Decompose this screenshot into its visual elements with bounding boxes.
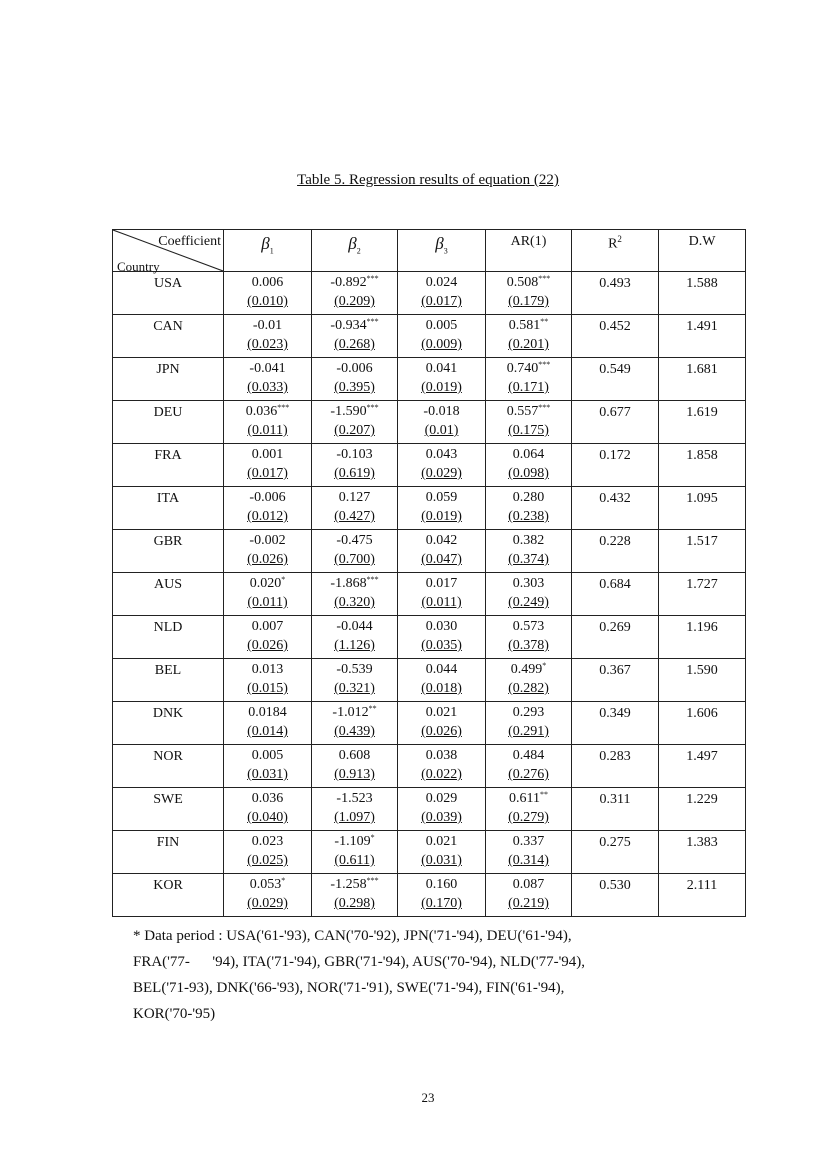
beta1-cell: 0.036 (0.040): [224, 788, 312, 831]
beta1-cell: -0.006 (0.012): [224, 487, 312, 530]
r-squared-header: $R^2$: [572, 230, 659, 272]
beta1-cell: -0.002 (0.026): [224, 530, 312, 573]
beta1-cell: 0.013 (0.015): [224, 659, 312, 702]
beta2-cell: -1.109* (0.611): [312, 831, 398, 874]
table-row: [113, 487, 746, 530]
beta3-cell: 0.059 (0.019): [398, 487, 486, 530]
beta1-cell: 0.001 (0.017): [224, 444, 312, 487]
r-squared-cell: 0.432: [572, 487, 659, 530]
beta1-cell: 0.005 (0.031): [224, 745, 312, 788]
country-cell: DEU: [113, 401, 224, 444]
beta3-cell: 0.038 (0.022): [398, 745, 486, 788]
beta1-cell: -0.01 (0.023): [224, 315, 312, 358]
ar1-cell: 0.064 (0.098): [486, 444, 572, 487]
dw-cell: 1.095: [659, 487, 746, 530]
country-cell: BEL: [113, 659, 224, 702]
dw-cell: 1.858: [659, 444, 746, 487]
table-row: [113, 272, 746, 315]
table-row: [113, 702, 746, 745]
beta2-cell: -0.044 (1.126): [312, 616, 398, 659]
beta1-cell: 0.020* (0.011): [224, 573, 312, 616]
dw-cell: 1.383: [659, 831, 746, 874]
ar1-cell: 0.573 (0.378): [486, 616, 572, 659]
r-squared-cell: 0.311: [572, 788, 659, 831]
dw-cell: 1.590: [659, 659, 746, 702]
beta1-header: $\beta_1$: [224, 230, 312, 272]
beta1-cell: -0.041 (0.033): [224, 358, 312, 401]
beta1-cell: 0.0184 (0.014): [224, 702, 312, 745]
ar1-header: AR(1): [486, 230, 572, 272]
r-squared-cell: 0.172: [572, 444, 659, 487]
table-row: [113, 530, 746, 573]
beta2-cell: 0.608 (0.913): [312, 745, 398, 788]
ar1-cell: 0.581** (0.201): [486, 315, 572, 358]
ar1-cell: 0.484 (0.276): [486, 745, 572, 788]
country-cell: NLD: [113, 616, 224, 659]
page-number: 23: [421, 1090, 435, 1105]
r-squared-cell: 0.367: [572, 659, 659, 702]
dw-cell: 1.497: [659, 745, 746, 788]
beta2-cell: -0.103 (0.619): [312, 444, 398, 487]
beta1-cell: 0.023 (0.025): [224, 831, 312, 874]
beta3-cell: 0.030 (0.035): [398, 616, 486, 659]
beta2-cell: -1.258*** (0.298): [312, 874, 398, 917]
coefficient-label: Coefficient: [158, 234, 221, 249]
dw-cell: 1.681: [659, 358, 746, 401]
beta1-cell: 0.053* (0.029): [224, 874, 312, 917]
table-row: [113, 874, 746, 917]
table-row: [113, 659, 746, 702]
country-label: Country: [117, 259, 160, 274]
beta2-cell: -0.539 (0.321): [312, 659, 398, 702]
note-line: * Data period : USA('61-'93), CAN('70-'92), JPN('71-'94), DEU('61-'94),: [133, 928, 572, 944]
country-cell: GBR: [113, 530, 224, 573]
ar1-cell: 0.303 (0.249): [486, 573, 572, 616]
beta2-cell: -1.868*** (0.320): [312, 573, 398, 616]
r-squared-cell: 0.269: [572, 616, 659, 659]
beta1-cell: 0.036*** (0.011): [224, 401, 312, 444]
r-squared-cell: 0.275: [572, 831, 659, 874]
dw-cell: 1.517: [659, 530, 746, 573]
beta3-cell: 0.021 (0.026): [398, 702, 486, 745]
dw-cell: 1.619: [659, 401, 746, 444]
dw-cell: 1.229: [659, 788, 746, 831]
header-row: [113, 230, 746, 272]
ar1-cell: 0.508*** (0.179): [486, 272, 572, 315]
corner-header-cell: [113, 230, 224, 272]
country-cell: CAN: [113, 315, 224, 358]
r-squared-cell: 0.677: [572, 401, 659, 444]
beta2-cell: -0.475 (0.700): [312, 530, 398, 573]
data-period-note: [133, 923, 693, 1027]
table-row: [113, 616, 746, 659]
beta2-cell: -1.012** (0.439): [312, 702, 398, 745]
ar1-cell: 0.382 (0.374): [486, 530, 572, 573]
beta1-cell: 0.007 (0.026): [224, 616, 312, 659]
table-row: [113, 573, 746, 616]
dw-cell: 1.727: [659, 573, 746, 616]
country-cell: USA: [113, 272, 224, 315]
table-row: [113, 788, 746, 831]
beta2-cell: -0.934*** (0.268): [312, 315, 398, 358]
table-row: [113, 401, 746, 444]
beta3-cell: 0.029 (0.039): [398, 788, 486, 831]
country-cell: ITA: [113, 487, 224, 530]
beta3-cell: 0.042 (0.047): [398, 530, 486, 573]
r-squared-cell: 0.493: [572, 272, 659, 315]
country-cell: AUS: [113, 573, 224, 616]
table-title: Table 5. Regression results of equation (22): [297, 172, 559, 188]
beta3-header: $\beta_3$: [398, 230, 486, 272]
country-cell: NOR: [113, 745, 224, 788]
r-squared-cell: 0.349: [572, 702, 659, 745]
dw-cell: 1.606: [659, 702, 746, 745]
dw-cell: 1.196: [659, 616, 746, 659]
beta2-cell: -1.590*** (0.207): [312, 401, 398, 444]
note-line: FRA('77- '94), ITA('71-'94), GBR('71-'94), AUS('70-'94), NLD('77-'94),: [133, 954, 586, 970]
beta3-cell: 0.005 (0.009): [398, 315, 486, 358]
dw-cell: 2.111: [659, 874, 746, 917]
dw-header: D.W: [659, 230, 746, 272]
beta2-header: $\beta_2$: [312, 230, 398, 272]
table-row: [113, 831, 746, 874]
dw-cell: 1.588: [659, 272, 746, 315]
beta1-cell: 0.006 (0.010): [224, 272, 312, 315]
beta3-cell: 0.021 (0.031): [398, 831, 486, 874]
table-row: [113, 444, 746, 487]
ar1-cell: 0.611** (0.279): [486, 788, 572, 831]
table-row: [113, 315, 746, 358]
ar1-cell: 0.280 (0.238): [486, 487, 572, 530]
beta3-cell: 0.160 (0.170): [398, 874, 486, 917]
beta3-cell: 0.044 (0.018): [398, 659, 486, 702]
beta3-cell: 0.041 (0.019): [398, 358, 486, 401]
beta3-cell: 0.043 (0.029): [398, 444, 486, 487]
ar1-cell: 0.293 (0.291): [486, 702, 572, 745]
note-line: BEL('71-93), DNK('66-'93), NOR('71-'91), SWE('71-'94), FIN('61-'94),: [133, 980, 565, 996]
r-squared-cell: 0.684: [572, 573, 659, 616]
beta2-cell: -1.523 (1.097): [312, 788, 398, 831]
table-row: [113, 358, 746, 401]
r-squared-cell: 0.283: [572, 745, 659, 788]
r-squared-cell: 0.228: [572, 530, 659, 573]
ar1-cell: 0.740*** (0.171): [486, 358, 572, 401]
beta3-cell: 0.017 (0.011): [398, 573, 486, 616]
dw-cell: 1.491: [659, 315, 746, 358]
ar1-cell: 0.499* (0.282): [486, 659, 572, 702]
country-cell: FIN: [113, 831, 224, 874]
note-line: KOR('70-'95): [133, 1006, 216, 1022]
beta3-cell: 0.024 (0.017): [398, 272, 486, 315]
ar1-cell: 0.557*** (0.175): [486, 401, 572, 444]
beta2-cell: 0.127 (0.427): [312, 487, 398, 530]
r-squared-cell: 0.452: [572, 315, 659, 358]
ar1-cell: 0.087 (0.219): [486, 874, 572, 917]
r-squared-cell: 0.530: [572, 874, 659, 917]
country-cell: KOR: [113, 874, 224, 917]
beta2-cell: -0.006 (0.395): [312, 358, 398, 401]
beta2-cell: -0.892*** (0.209): [312, 272, 398, 315]
table-row: [113, 745, 746, 788]
r-squared-cell: 0.549: [572, 358, 659, 401]
country-cell: JPN: [113, 358, 224, 401]
ar1-cell: 0.337 (0.314): [486, 831, 572, 874]
country-cell: FRA: [113, 444, 224, 487]
beta3-cell: -0.018 (0.01): [398, 401, 486, 444]
country-cell: SWE: [113, 788, 224, 831]
regression-table: [112, 229, 746, 917]
country-cell: DNK: [113, 702, 224, 745]
